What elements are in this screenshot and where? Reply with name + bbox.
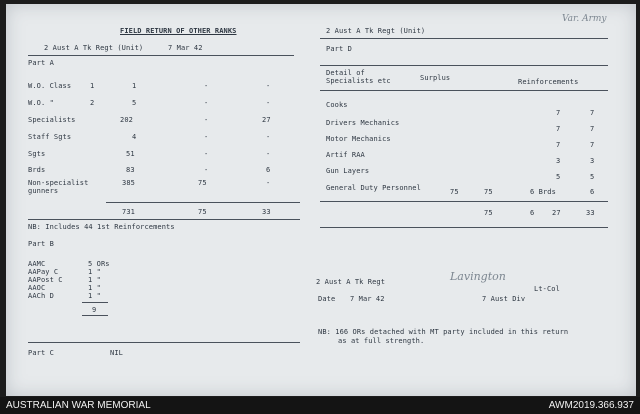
part-b-label: Part B — [28, 240, 54, 248]
rule — [320, 227, 608, 228]
part-c-label: Part C — [28, 349, 54, 357]
part-b-value: 1 " — [88, 284, 101, 292]
row-value: 1 — [132, 82, 137, 90]
part-b-value: 1 " — [88, 276, 101, 284]
row-value: - — [266, 150, 271, 158]
row-value: 4 — [132, 133, 137, 141]
signature-date: 7 Mar 42 — [350, 295, 385, 303]
reinf-value: 7 — [590, 141, 595, 149]
row-value: - — [204, 116, 209, 124]
row-value: 5 — [132, 99, 137, 107]
reinf-value: 7 — [590, 125, 595, 133]
part-b-label: AAMC — [28, 260, 46, 268]
row-value: 6 — [266, 166, 271, 174]
signature-rank: Lt-Col — [534, 285, 560, 293]
row-value: - — [204, 166, 209, 174]
rule — [320, 38, 608, 39]
part-b-value: 5 ORs — [88, 260, 110, 268]
total-value: 6 — [530, 209, 535, 217]
total-value: 75 — [198, 208, 207, 216]
row-number: 1 — [90, 82, 95, 90]
row-value: 27 — [262, 116, 271, 124]
archive-footer — [0, 397, 640, 414]
reinf-value: 7 — [556, 141, 561, 149]
part-b-value: 1 " — [88, 268, 101, 276]
rule — [28, 55, 294, 56]
row-label: Staff Sgts — [28, 133, 72, 141]
row-value: - — [266, 133, 271, 141]
row-value: - — [204, 150, 209, 158]
row-value: - — [204, 99, 209, 107]
specialist-label: Cooks — [326, 101, 348, 109]
total-value: 33 — [586, 209, 595, 217]
specialist-label: Drivers Mechanics — [326, 119, 400, 127]
signature-unit: 2 Aust A Tk Regt — [316, 278, 386, 286]
reinf-value: 7 — [590, 109, 595, 117]
row-label: W.O. " — [28, 99, 54, 107]
reinf-value: 6 — [590, 188, 595, 196]
reinf-value: 5 — [590, 173, 595, 181]
rule — [82, 302, 108, 303]
reinf-value: 3 — [556, 157, 561, 165]
part-a-label: Part A — [28, 59, 54, 67]
part-c-value: NIL — [110, 349, 123, 357]
right-nb-note: NB: 166 ORs detached with MT party included in this return — [318, 328, 569, 336]
detail-column-header: Detail of Specialists etc — [326, 69, 391, 85]
total-value: 731 — [122, 208, 135, 216]
reinf-value: 7 — [556, 109, 561, 117]
surplus-value: 75 — [484, 188, 493, 196]
row-value: 83 — [126, 166, 135, 174]
row-value: 385 — [122, 179, 135, 187]
row-value: - — [266, 99, 271, 107]
surplus-column-header: Surplus — [420, 74, 451, 82]
total-value: 75 — [484, 209, 493, 217]
rule — [28, 342, 300, 343]
rule — [82, 315, 108, 316]
right-nb-note-continued: as at full strength. — [338, 337, 425, 345]
signature-date-label: Date — [318, 295, 336, 303]
part-b-value: 1 " — [88, 292, 101, 300]
row-value: - — [266, 82, 271, 90]
rule — [320, 65, 608, 66]
left-nb-note: NB: Includes 44 1st Reinforcements — [28, 223, 175, 231]
rule — [28, 219, 300, 220]
left-unit-line: 2 Aust A Tk Regt (Unit) — [44, 44, 144, 52]
reinf-value: 7 — [556, 125, 561, 133]
reinf-value: 3 — [590, 157, 595, 165]
footer-accession-number: AWM2019.366.937 — [548, 400, 634, 411]
totals-rule — [106, 202, 300, 203]
part-b-total: 9 — [92, 306, 97, 314]
specialist-label: General Duty Personnel — [326, 184, 421, 192]
row-label: W.O. Class — [28, 82, 72, 90]
reinf-value: 5 — [556, 173, 561, 181]
row-label: Specialists — [28, 116, 76, 124]
handwritten-signature: Lavington — [450, 270, 506, 283]
row-value: - — [204, 82, 209, 90]
reinforcements-column-header: Reinforcements — [518, 78, 579, 86]
part-b-label: AAPost C — [28, 276, 63, 284]
part-b-label: AAOC — [28, 284, 46, 292]
footer-institution: AUSTRALIAN WAR MEMORIAL — [6, 400, 151, 411]
part-b-label: AAPay C — [28, 268, 59, 276]
total-value: 27 — [552, 209, 561, 217]
part-b-label: AACh D — [28, 292, 54, 300]
surplus-value: 75 — [450, 188, 459, 196]
left-date: 7 Mar 42 — [168, 44, 203, 52]
reinf-value: 6 Brds — [530, 188, 556, 196]
specialist-label: Artif RAA — [326, 151, 365, 159]
part-d-label: Part D — [326, 45, 352, 53]
specialist-label: Gun Layers — [326, 167, 370, 175]
totals-rule — [320, 201, 608, 202]
document-page — [6, 4, 636, 396]
row-value: - — [204, 133, 209, 141]
rule — [320, 90, 608, 91]
handwritten-corner-note: Var. Army — [562, 14, 607, 24]
document-title: FIELD RETURN OF OTHER RANKS — [120, 27, 237, 35]
row-value: - — [266, 179, 271, 187]
row-label: Non-specialist gunners — [28, 179, 89, 195]
row-value: 202 — [120, 116, 133, 124]
specialist-label: Motor Mechanics — [326, 135, 391, 143]
row-value: 51 — [126, 150, 135, 158]
signature-division: 7 Aust Div — [482, 295, 526, 303]
row-value: 75 — [198, 179, 207, 187]
row-label: Brds — [28, 166, 46, 174]
row-label: Sgts — [28, 150, 46, 158]
row-number: 2 — [90, 99, 95, 107]
right-unit-line: 2 Aust A Tk Regt (Unit) — [326, 27, 426, 35]
total-value: 33 — [262, 208, 271, 216]
